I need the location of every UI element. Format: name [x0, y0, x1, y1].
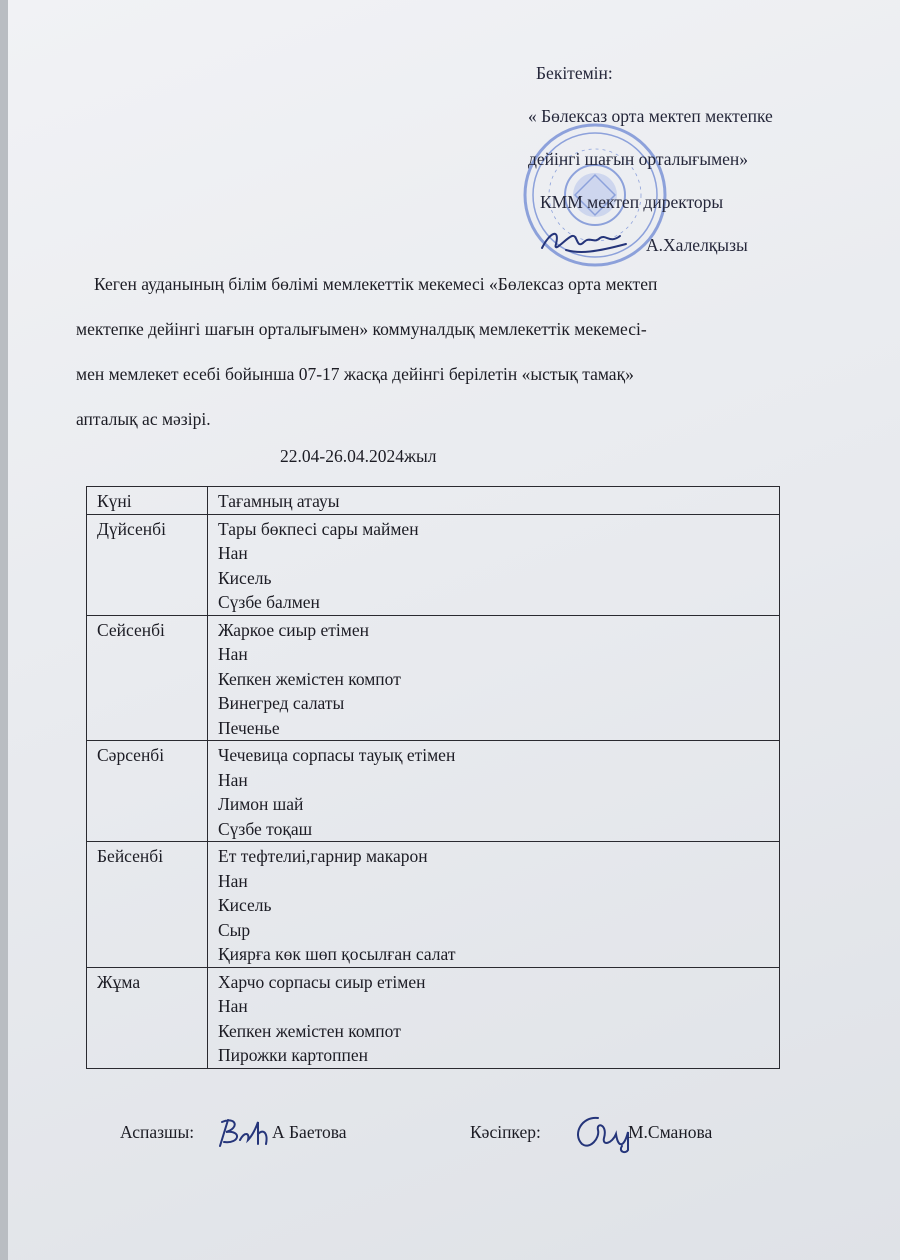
dish-item: Тары бөкпесі сары маймен: [218, 518, 419, 539]
dish-item: Кисель: [218, 567, 272, 588]
document-page: [8, 0, 900, 1260]
approval-line1: « Бөлексаз орта мектеп мектепке: [528, 106, 773, 126]
dish-item: Кепкен жемістен компот: [218, 668, 401, 689]
dish-item: Печенье: [218, 717, 280, 738]
dish-item: Харчо сорпасы сиыр етімен: [218, 971, 426, 992]
entrepreneur-name: М.Сманова: [628, 1122, 713, 1142]
dish-item: Нан: [218, 996, 248, 1016]
dish-item: Нан: [218, 870, 248, 891]
dish-item: Кепкен жемістен компот: [218, 1020, 401, 1041]
dish-item: Сыр: [218, 919, 251, 940]
table-row: [87, 842, 780, 968]
dish-item: Нан: [218, 543, 248, 563]
approval-block: [528, 52, 868, 267]
dish-item: Қиярға көк шөп қосылған салат: [218, 944, 456, 964]
day-cell: Дүйсенбі: [87, 514, 208, 615]
intro-line: Кеген ауданының білім бөлімі мемлекеттік мекемесі «Бөлексаз орта мектеп: [94, 274, 658, 294]
dish-item: Пирожки картоппен: [218, 1045, 368, 1065]
dish-item: Лимон шай: [218, 794, 304, 814]
table-row: [87, 615, 780, 741]
dish-item: Нан: [218, 644, 248, 664]
dishes-cell: [208, 842, 780, 968]
dishes-cell: [208, 615, 780, 741]
day-cell: Жұма: [87, 967, 208, 1068]
dishes-cell: [208, 514, 780, 615]
cook-label: Аспазшы:: [120, 1122, 195, 1142]
dishes-cell: [208, 741, 780, 842]
day-cell: Бейсенбі: [87, 842, 208, 968]
approval-line2: дейінгі шағын орталығымен»: [528, 149, 749, 169]
table-row: [87, 967, 780, 1068]
header-dish: Тағамның атауы: [208, 487, 780, 515]
approval-title: Бекітемін:: [536, 63, 613, 83]
signatures-footer: [120, 1122, 820, 1162]
dishes-cell: [208, 967, 780, 1068]
entrepreneur-label: Кәсіпкер:: [470, 1122, 541, 1142]
dish-item: Сүзбе балмен: [218, 592, 320, 612]
intro-line: мектепке дейінгі шағын орталығымен» коммуналдық мемлекеттік мекемесі-: [76, 319, 647, 339]
cook-name: А Баетова: [272, 1122, 347, 1142]
dish-item: Ет тефтелиі,гарнир макарон: [218, 846, 428, 866]
weekly-menu-table: [86, 486, 780, 1069]
table-row: [87, 741, 780, 842]
intro-paragraph: [76, 262, 836, 442]
table-row: [87, 514, 780, 615]
header-day: Күні: [87, 487, 208, 515]
dish-item: Нан: [218, 769, 248, 790]
period-dates: 22.04-26.04.2024жыл: [280, 446, 437, 466]
dish-item: Жаркое сиыр етімен: [218, 619, 369, 640]
dish-item: Кисель: [218, 895, 272, 915]
intro-line: мен мемлекет есебі бойынша 07-17 жасқа дейінгі берілетін «ыстық тамақ»: [76, 364, 634, 384]
table-header-row: [87, 487, 780, 515]
approval-name: А.Халелқызы: [646, 235, 748, 255]
dish-item: Винегред салаты: [218, 693, 345, 713]
intro-line: апталық ас мәзірі.: [76, 409, 211, 429]
approval-line3: КММ мектеп директоры: [540, 192, 724, 212]
dish-item: Чечевица сорпасы тауық етімен: [218, 745, 456, 765]
dish-item: Сүзбе тоқаш: [218, 818, 313, 839]
day-cell: Сейсенбі: [87, 615, 208, 741]
day-cell: Сәрсенбі: [87, 741, 208, 842]
